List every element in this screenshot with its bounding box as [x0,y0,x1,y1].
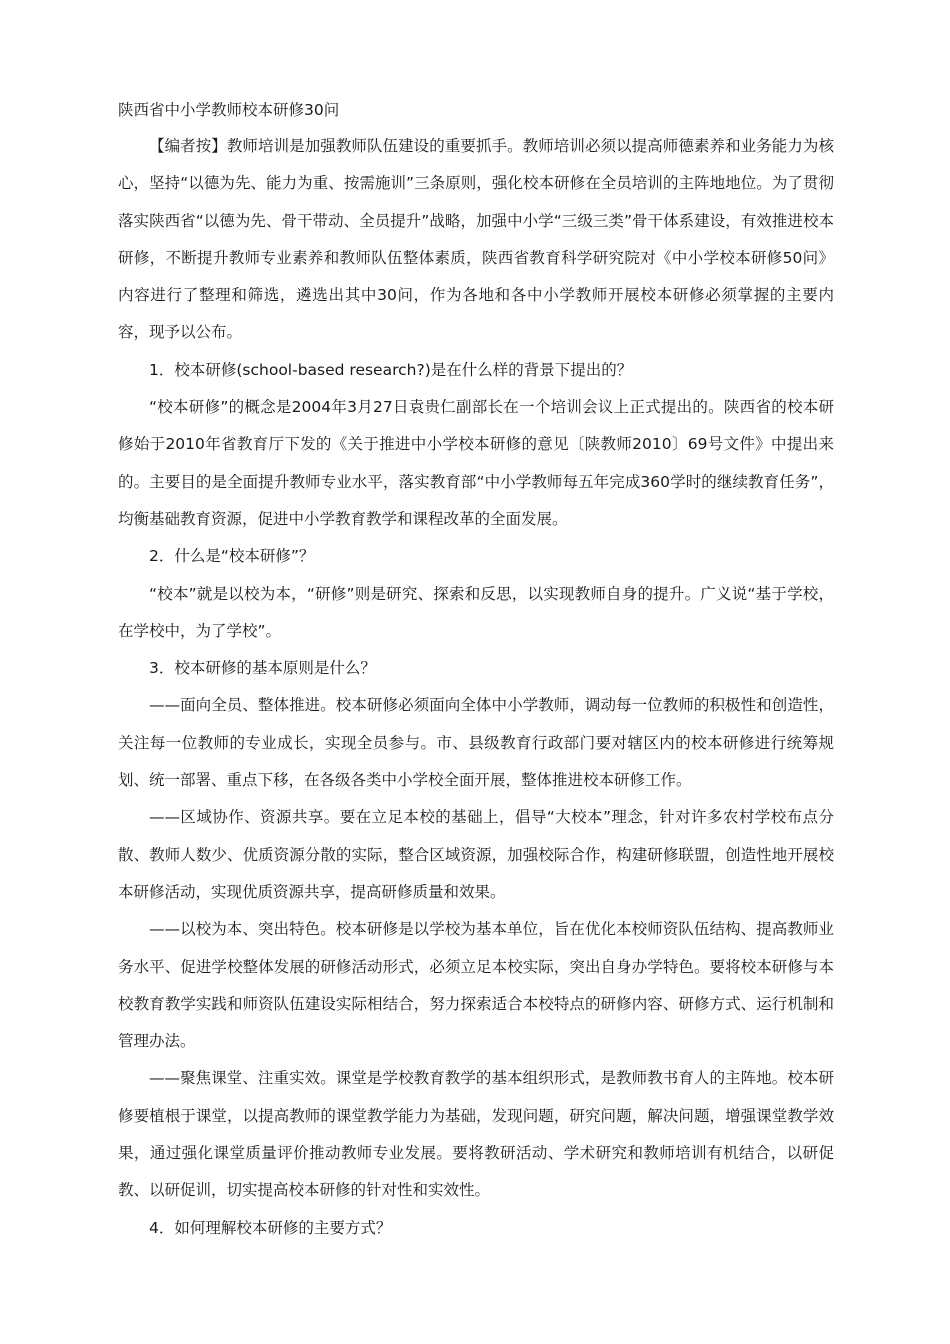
question-4: 4．如何理解校本研修的主要方式？ [149,1218,392,1237]
question-1: 1．校本研修(school-based research?)是在什么样的背景下提出的？ [149,360,633,379]
answer-1-paragraph: “校本研修”的概念是2004年3月27日袁贵仁副部长在一个培训会议上正式提出的。陕西省的校本研修始于2010年省教育厅下发的《关于推进中小学校本研修的意见〔陕教师2010〕69号文件》中提出来的。主要目的是全面提升教师专业水平，落实教育部“中小学教师每五年完成360学时的继续教育任务”，均衡基础教育资源，促进中小学教育教学和课程改革的全面发展。 [118,398,834,528]
principle-regional-cooperation: ——区域协作、资源共享。要在立足本校的基础上，倡导“大校本”理念，针对许多农村学校布点分散、教师人数少、优质资源分散的实际，整合区域资源，加强校际合作，构建研修联盟，创造性地开展校本研修活动，实现优质资源共享，提高研修质量和效果。 [118,808,834,901]
principle-classroom-focus: ——聚焦课堂、注重实效。课堂是学校教育教学的基本组织形式，是教师教书育人的主阵地。校本研修要植根于课堂，以提高教师的课堂教学能力为基础，发现问题，研究问题，解决问题，增强课堂教学效果，通过强化课堂质量评价推动教师专业发展。要将教研活动、学术研究和教师培训有机结合，以研促教、以研促训，切实提高校本研修的针对性和实效性。 [118,1069,834,1200]
question-2: 2．什么是“校本研修”？ [149,547,315,566]
principle-school-based: ——以校为本、突出特色。校本研修是以学校为基本单位，旨在优化本校师资队伍结构、提高教师业务水平、促进学校整体发展的研修活动形式，必须立足本校实际，突出自身办学特色。要将校本研修与本校教育教学实践和师资队伍建设实际相结合，努力探索适合本校特点的研修内容、研修方式、运行机制和管理办法。 [118,920,834,1051]
principle-whole-staff: ——面向全员、整体推进。校本研修必须面向全体中小学教师，调动每一位教师的积极性和创造性，关注每一位教师的专业成长，实现全员参与。市、县级教育行政部门要对辖区内的校本研修进行统筹规划、统一部署、重点下移，在各级各类中小学校全面开展，整体推进校本研修工作。 [118,696,834,790]
document-body [118,92,834,1247]
question-3: 3．校本研修的基本原则是什么？ [149,659,376,678]
editor-note: 【编者按】教师培训是加强教师队伍建设的重要抓手。教师培训必须以提高师德素养和业务能力为核心，坚持“以德为先、能力为重、按需施训”三条原则，强化校本研修在全员培训的主阵地地位。为了贯彻落实陕西省“以德为先、骨干带动、全员提升”战略，加强中小学“三级三类”骨干体系建设，有效推进校本研修，不断提升教师专业素养和教师队伍整体素质，陕西省教育科学研究院对《中小学校本研修50问》内容进行了整理和筛选，遴选出其中30问，作为各地和各中小学教师开展校本研修必须掌握的主要内容，现予以公布。 [118,137,834,342]
answer-2-paragraph: “校本”就是以校为本，“研修”则是研究、探索和反思，以实现教师自身的提升。广义说“基于学校，在学校中，为了学校”。 [118,584,834,640]
document-title: 陕西省中小学教师校本研修30问 [118,101,340,119]
